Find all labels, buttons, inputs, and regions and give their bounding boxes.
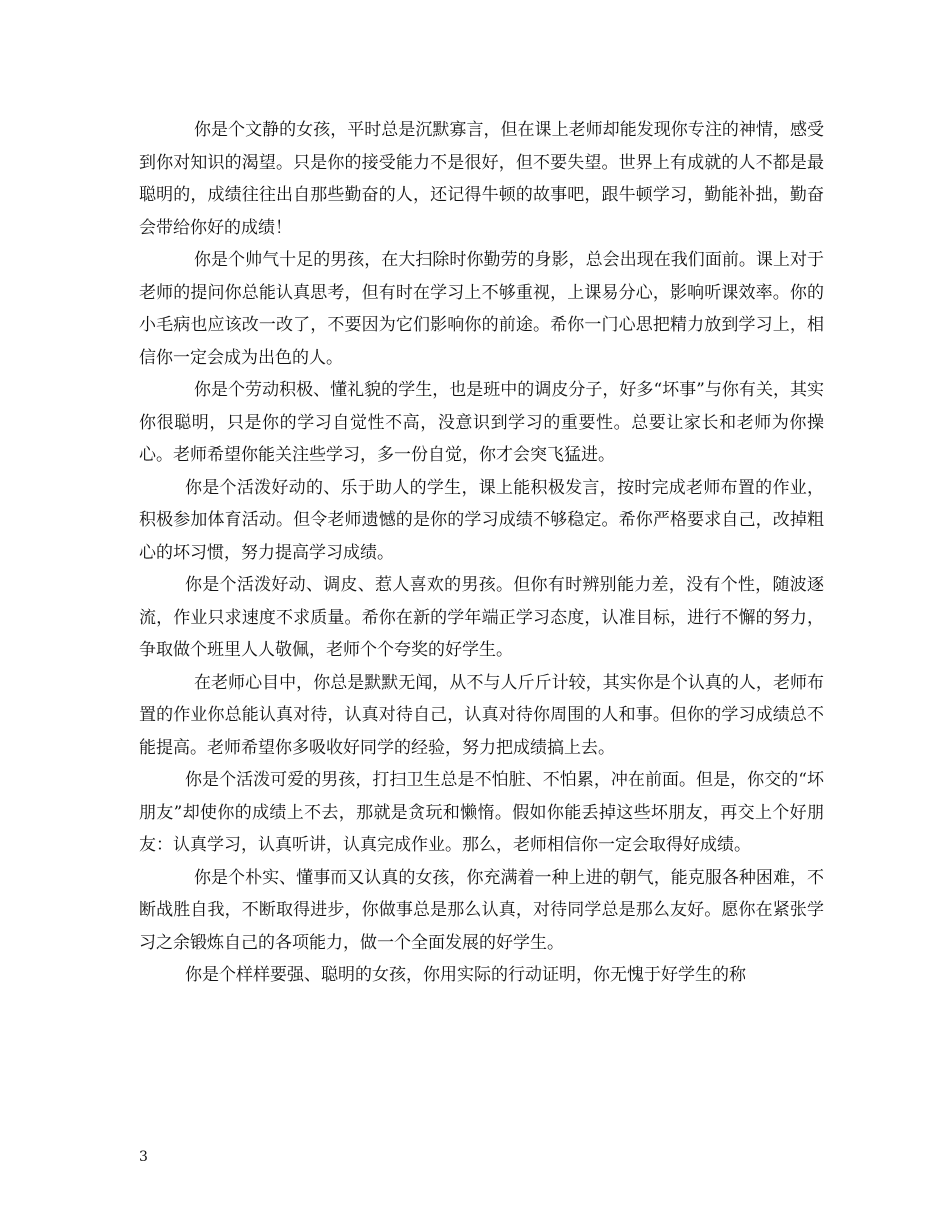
page-number: 3: [139, 1149, 148, 1165]
comment-paragraph-1: 你是个文静的女孩，平时总是沉默寡言，但在课上老师却能发现你专注的神情，感受到你对知识的渴望。只是你的接受能力不是很好，但不要失望。世界上有成就的人不都是最聪明的，成绩往往出自那些勤奋的人，还记得牛顿的故事吧，跟牛顿学习，勤能补拙，勤奋会带给你好的成绩！: [139, 120, 824, 238]
comment-paragraph-3: 你是个劳动积极、懂礼貌的学生，也是班中的调皮分子，好多“坏事”与你有关，其实你很聪明，只是你的学习自觉性不高，没意识到学习的重要性。总要让家长和老师为你操心。老师希望你能关注些学习，多一份自觉，你才会突飞猛进。: [139, 380, 824, 465]
comment-paragraph-6: 在老师心目中，你总是默默无闻，从不与人斤斤计较，其实你是个认真的人，老师布置的作业你总能认真对待，认真对待自己，认真对待你周围的人和事。但你的学习成绩总不能提高。老师希望你多吸收好同学的经验，努力把成绩搞上去。: [139, 672, 824, 758]
comment-paragraph-7: 你是个活泼可爱的男孩，打扫卫生总是不怕脏、不怕累，冲在前面。但是，你交的“坏朋友”却使你的成绩上不去，那就是贪玩和懒惰。假如你能丢掉这些坏朋友，再交上个好朋友：认真学习，认真听讲，认真完成作业。那么，老师相信你一定会取得好成绩。: [139, 770, 824, 855]
comment-paragraph-4: 你是个活泼好动的、乐于助人的学生，课上能积极发言，按时完成老师布置的作业，积极参加体育活动。但令老师遗憾的是你的学习成绩不够稳定。希你严格要求自己，改掉粗心的坏习惯，努力提高学习成绩。: [139, 477, 824, 563]
comment-paragraph-2: 你是个帅气十足的男孩，在大扫除时你勤劳的身影，总会出现在我们面前。课上对于老师的提问你总能认真思考，但有时在学习上不够重视，上课易分心，影响听课效率。你的小毛病也应该改一改了，不要因为它们影响你的前途。希你一门心思把精力放到学习上，相信你一定会成为出色的人。: [139, 250, 824, 368]
comment-paragraph-9: 你是个样样要强、聪明的女孩，你用实际的行动证明，你无愧于好学生的称: [185, 965, 746, 985]
document-body: [139, 114, 824, 992]
comment-paragraph-8: 你是个朴实、懂事而又认真的女孩，你充满着一种上进的朝气，能克服各种困难，不断战胜自我，不断取得进步，你做事总是那么认真，对待同学总是那么友好。愿你在紧张学习之余锻炼自己的各项能力，做一个全面发展的好学生。: [139, 867, 824, 953]
comment-paragraph-5: 你是个活泼好动、调皮、惹人喜欢的男孩。但你有时辨别能力差，没有个性，随波逐流，作业只求速度不求质量。希你在新的学年端正学习态度，认准目标，进行不懈的努力，争取做个班里人人敬佩，老师个个夸奖的好学生。: [139, 575, 824, 660]
